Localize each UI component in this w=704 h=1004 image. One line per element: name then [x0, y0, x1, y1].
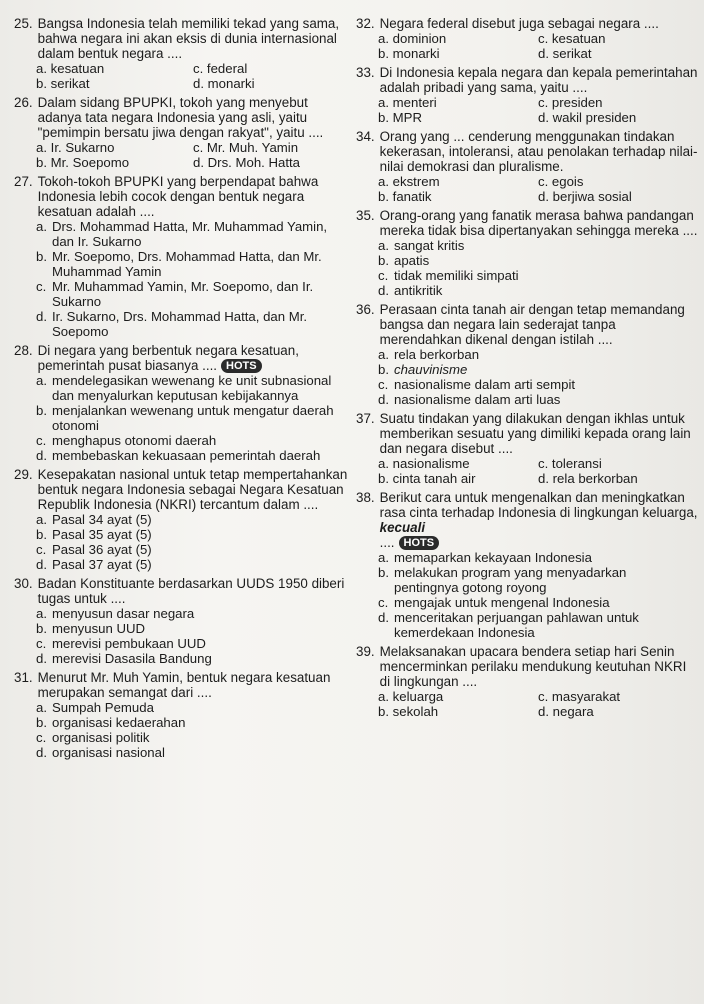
question-number: 33.	[356, 65, 375, 80]
option-c[interactable]: c. kesatuan	[538, 31, 606, 46]
question-28	[14, 343, 350, 463]
option-c[interactable]: c. masyarakat	[538, 689, 621, 704]
option-a[interactable]: a. keluarga	[378, 689, 444, 704]
question-number: 30.	[14, 576, 33, 591]
question-number: 28.	[14, 343, 33, 358]
question-32	[356, 16, 698, 61]
option-d[interactable]: d. Pasal 37 ayat (5)	[36, 557, 152, 572]
question-number: 36.	[356, 302, 375, 317]
option-c[interactable]: c. presiden	[538, 95, 603, 110]
option-d[interactable]: d. Drs. Moh. Hatta	[193, 155, 301, 170]
question-text: Perasaan cinta tanah air dengan tetap memandang bangsa dan negara lain sederajat tanpa merendahkan dikenal dengan istilah ....	[379, 302, 685, 347]
option-d[interactable]: d. monarki	[193, 76, 255, 91]
option-a[interactable]: a. menteri	[378, 95, 437, 110]
option-b[interactable]: b. monarki	[378, 46, 440, 61]
question-number: 39.	[356, 644, 375, 659]
question-text: Di Indonesia kepala negara dan kepala pemerintahan adalah pribadi yang sama, yaitu ....	[379, 65, 698, 95]
option-d[interactable]: d. Ir. Sukarno, Drs. Mohammad Hatta, dan Mr. Soepomo	[36, 309, 308, 339]
question-text: Bangsa Indonesia telah memiliki tekad yang sama, bahwa negara ini akan eksis di dunia internasional dalam bentuk negara ....	[37, 16, 340, 61]
option-a[interactable]: a. mendelegasikan wewenang ke unit subnasional dan menyalurkan keputusan kebijakannya	[36, 373, 332, 403]
question-number: 37.	[356, 411, 375, 426]
option-a[interactable]: a. dominion	[378, 31, 447, 46]
option-b[interactable]: b. melakukan program yang menyadarkan pentingnya gotong royong	[378, 565, 627, 595]
question-31	[14, 670, 350, 760]
option-a[interactable]: a. kesatuan	[36, 61, 105, 76]
question-ellipsis: ....	[379, 535, 395, 550]
question-text: Melaksanakan upacara bendera setiap hari Senin mencerminkan perilaku mendukung keutuhan NKRI di lingkungan ....	[379, 644, 687, 689]
question-text: Berikut cara untuk mengenalkan dan meningkatkan rasa cinta terhadap Indonesia di lingkungan keluarga,	[379, 490, 698, 520]
question-text: Dalam sidang BPUPKI, tokoh yang menyebut adanya tata negara Indonesia yang asli, yaitu "pemimpin bersatu jiwa dengan rakyat", yaitu ....	[37, 95, 324, 140]
option-c[interactable]: c. Mr. Muh. Yamin	[193, 140, 299, 155]
question-number: 26.	[14, 95, 33, 110]
option-d[interactable]: d. rela berkorban	[538, 471, 638, 486]
question-text: Suatu tindakan yang dilakukan dengan ikhlas untuk memberikan sesuatu yang dimiliki kepada orang lain dan negara disebut ....	[379, 411, 691, 456]
option-d[interactable]: d. wakil presiden	[538, 110, 637, 125]
option-a[interactable]: a. sangat kritis	[378, 238, 465, 253]
option-d[interactable]: d. negara	[538, 704, 594, 719]
question-26	[14, 95, 350, 170]
option-b[interactable]: b. apatis	[378, 253, 430, 268]
question-text: Tokoh-tokoh BPUPKI yang berpendapat bahwa Indonesia lebih cocok dengan bentuk negara kesatuan adalah ....	[37, 174, 319, 219]
question-29	[14, 467, 350, 572]
option-a[interactable]: a. Drs. Mohammad Hatta, Mr. Muhammad Yamin, dan Ir. Sukarno	[36, 219, 328, 249]
option-c[interactable]: c. egois	[538, 174, 584, 189]
question-30	[14, 576, 350, 666]
question-34	[356, 129, 698, 204]
option-b[interactable]: b. chauvinisme	[378, 362, 468, 377]
option-b[interactable]: b. MPR	[378, 110, 422, 125]
option-c[interactable]: c. Mr. Muhammad Yamin, Mr. Soepomo, dan Ir. Sukarno	[36, 279, 314, 309]
question-text: Negara federal disebut juga sebagai negara ....	[379, 16, 659, 31]
option-a[interactable]: a. ekstrem	[378, 174, 440, 189]
option-a[interactable]: a. nasionalisme	[378, 456, 470, 471]
option-c[interactable]: c. tidak memiliki simpati	[378, 268, 519, 283]
option-b[interactable]: b. organisasi kedaerahan	[36, 715, 186, 730]
option-d[interactable]: d. nasionalisme dalam arti luas	[378, 392, 561, 407]
question-number: 32.	[356, 16, 375, 31]
option-c[interactable]: c. Pasal 36 ayat (5)	[36, 542, 152, 557]
question-text: Di negara yang berbentuk negara kesatuan, pemerintah pusat biasanya ....	[37, 343, 299, 373]
option-c[interactable]: c. merevisi pembukaan UUD	[36, 636, 206, 651]
question-27	[14, 174, 350, 339]
question-number: 35.	[356, 208, 375, 223]
right-column	[356, 16, 698, 719]
option-a[interactable]: a. rela berkorban	[378, 347, 480, 362]
question-number: 34.	[356, 129, 375, 144]
emphasis-word: kecuali	[379, 520, 426, 535]
question-37	[356, 411, 698, 486]
question-number: 31.	[14, 670, 33, 685]
option-b[interactable]: b. menjalankan wewenang untuk mengatur daerah otonomi	[36, 403, 334, 433]
option-b[interactable]: b. Mr. Soepomo	[36, 155, 130, 170]
option-c[interactable]: c. federal	[193, 61, 248, 76]
option-b[interactable]: b. serikat	[36, 76, 90, 91]
question-39	[356, 644, 698, 719]
option-a[interactable]: a. menyusun dasar negara	[36, 606, 195, 621]
question-number: 29.	[14, 467, 33, 482]
option-b[interactable]: b. Mr. Soepomo, Drs. Mohammad Hatta, dan Mr. Muhammad Yamin	[36, 249, 322, 279]
question-number: 25.	[14, 16, 33, 31]
option-a[interactable]: a. Pasal 34 ayat (5)	[36, 512, 152, 527]
question-38	[356, 490, 698, 640]
option-c[interactable]: c. nasionalisme dalam arti sempit	[378, 377, 576, 392]
option-d[interactable]: d. berjiwa sosial	[538, 189, 632, 204]
option-b[interactable]: b. Pasal 35 ayat (5)	[36, 527, 152, 542]
question-number: 38.	[356, 490, 375, 505]
option-c[interactable]: c. organisasi politik	[36, 730, 150, 745]
question-35	[356, 208, 698, 298]
option-a[interactable]: a. Ir. Sukarno	[36, 140, 115, 155]
option-d[interactable]: d. organisasi nasional	[36, 745, 165, 760]
question-33	[356, 65, 698, 125]
question-text: Badan Konstituante berdasarkan UUDS 1950 diberi tugas untuk ....	[37, 576, 345, 606]
question-text: Orang-orang yang fanatik merasa bahwa pandangan mereka tidak bisa dipertanyakan sehingga mereka ....	[379, 208, 698, 238]
option-d[interactable]: d. membebaskan kekuasaan pemerintah daerah	[36, 448, 321, 463]
question-text: Orang yang ... cenderung menggunakan tindakan kekerasan, intoleransi, atau penolakan terhadap nilai-nilai demokrasi dan pluralisme.	[379, 129, 698, 174]
question-number: 27.	[14, 174, 33, 189]
option-b[interactable]: b. fanatik	[378, 189, 432, 204]
option-d[interactable]: d. menceritakan perjuangan pahlawan untuk kemerdekaan Indonesia	[378, 610, 639, 640]
left-column	[14, 16, 350, 760]
hots-badge: HOTS	[221, 359, 262, 373]
option-c[interactable]: c. mengajak untuk mengenal Indonesia	[378, 595, 610, 610]
question-text: Menurut Mr. Muh Yamin, bentuk negara kesatuan merupakan semangat dari ....	[37, 670, 331, 700]
option-a[interactable]: a. Sumpah Pemuda	[36, 700, 154, 715]
hots-badge: HOTS	[399, 536, 440, 550]
option-d[interactable]: d. antikritik	[378, 283, 443, 298]
option-b[interactable]: b. menyusun UUD	[36, 621, 146, 636]
option-b[interactable]: b. sekolah	[378, 704, 439, 719]
question-text: Kesepakatan nasional untuk tetap mempertahankan bentuk negara Indonesia sebagai Negara Kesatuan Republik Indonesia (NKRI) tercantum dalam ....	[37, 467, 348, 512]
option-a[interactable]: a. memaparkan kekayaan Indonesia	[378, 550, 592, 565]
option-d[interactable]: d. serikat	[538, 46, 592, 61]
option-c[interactable]: c. menghapus otonomi daerah	[36, 433, 217, 448]
option-b[interactable]: b. cinta tanah air	[378, 471, 476, 486]
option-d[interactable]: d. merevisi Dasasila Bandung	[36, 651, 212, 666]
question-36	[356, 302, 698, 407]
option-c[interactable]: c. toleransi	[538, 456, 602, 471]
question-25	[14, 16, 350, 91]
